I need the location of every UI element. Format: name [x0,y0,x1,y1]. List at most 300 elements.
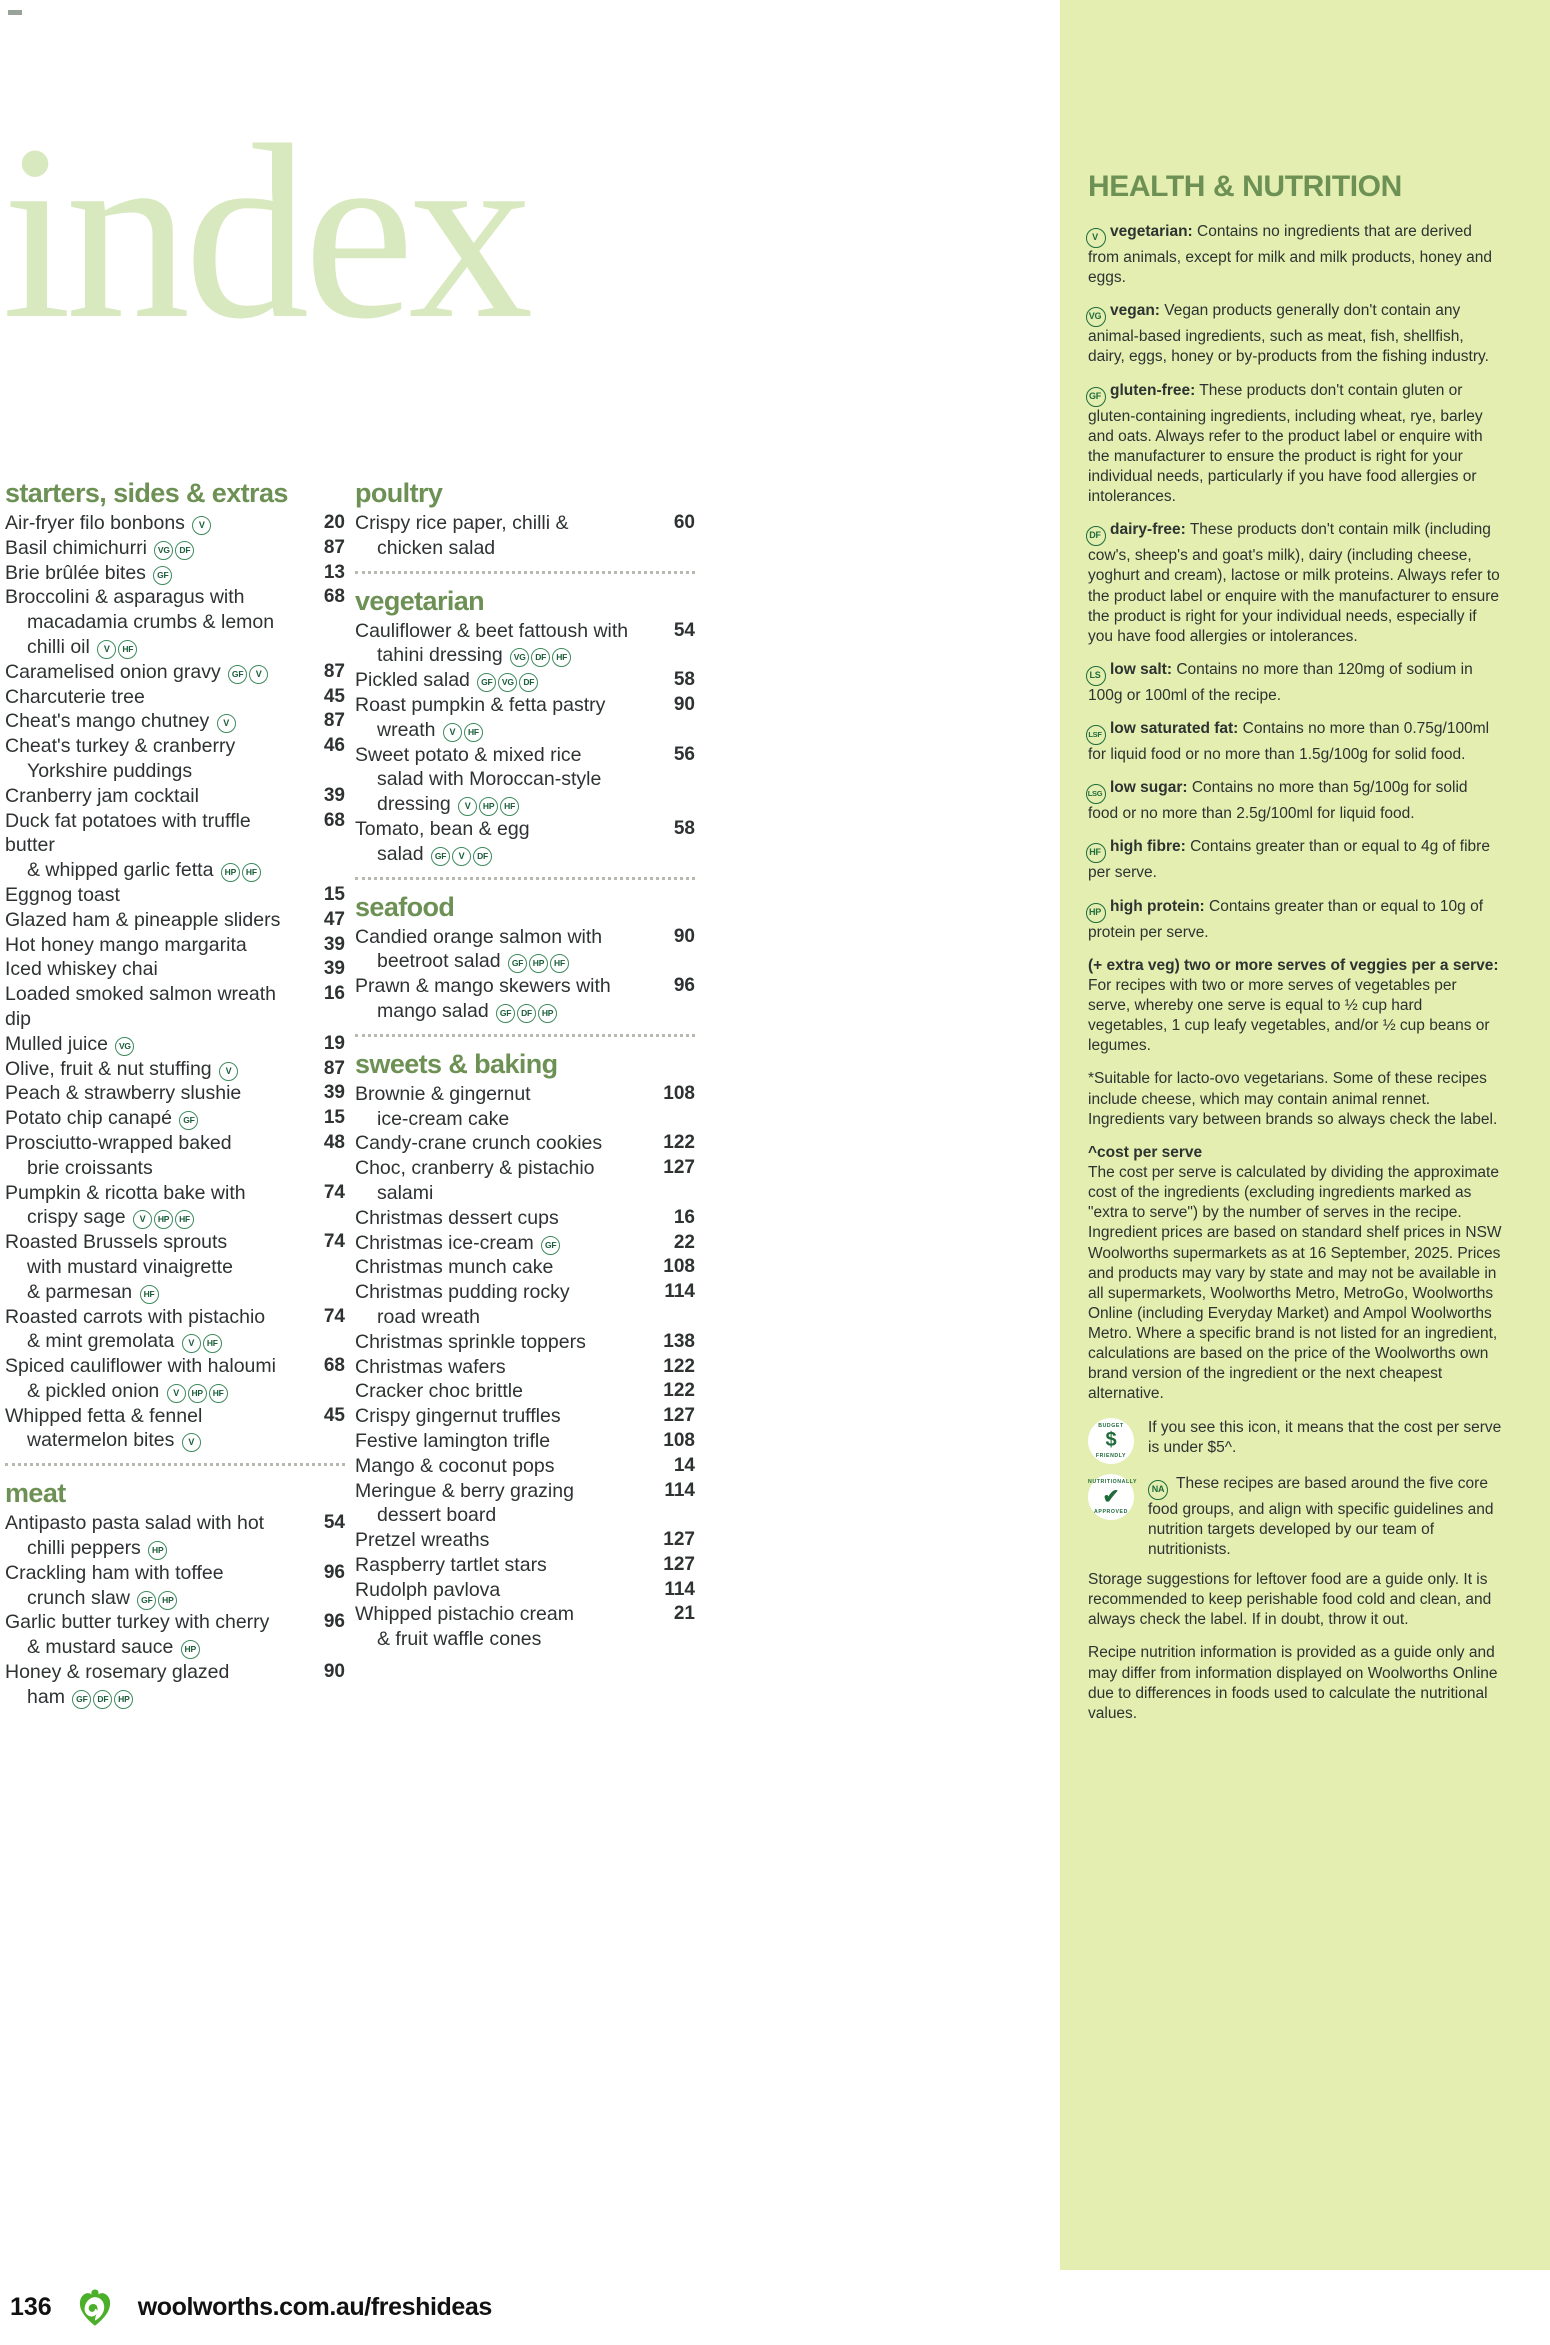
entry-page-number: 68 [323,1355,345,1377]
index-entry[interactable] [5,1305,345,1355]
entry-page-number: 45 [323,1404,345,1426]
entry-name [355,1429,661,1454]
index-entry[interactable] [5,685,345,710]
entry-page-number: 96 [323,1561,345,1583]
entry-page-number: 13 [323,561,345,583]
index-entry[interactable] [355,1528,695,1553]
entry-line: salami [377,1181,434,1204]
vg-badge-icon: VG [1086,307,1106,327]
entry-line: Crackling ham with toffee [5,1561,224,1584]
v-badge-icon: V [219,1062,238,1081]
index-entry[interactable] [355,1206,695,1231]
entry-name [5,1610,311,1660]
entry-name [5,1354,311,1404]
entry-name [355,1280,661,1330]
definition-text: Contains no more than 0.75g/100ml for liquid food or no more than 1.5g/100g for solid food. [1088,720,1490,764]
index-entry[interactable] [5,982,345,1032]
corner-mark [8,10,22,15]
entry-line: Brownie & gingernut [355,1082,531,1105]
hf-badge-icon: HF [500,797,519,816]
entry-line: Cauliflower & beet fattoush with [355,619,629,642]
entry-name [5,1511,311,1561]
entry-line: crispy sage V HP HF [5,1205,303,1230]
index-entry[interactable] [355,1602,695,1652]
entry-name [355,1553,661,1578]
entry-line: & whipped garlic fetta HP HF [5,858,303,883]
index-entry[interactable] [5,734,345,784]
index-entry[interactable] [5,809,345,883]
entry-page-number: 87 [323,536,345,558]
entry-name [355,1602,661,1652]
vg-badge-icon: VG [510,648,529,667]
definition-term: low sugar: [1110,779,1188,797]
entry-name [5,1057,311,1082]
cost-per-serve-note [1088,1143,1502,1405]
entry-line: & parmesan HF [5,1280,303,1305]
entry-line: Caramelised onion gravy GF V [5,661,268,683]
entry-line: chilli peppers HP [5,1536,303,1561]
section-divider [355,877,695,880]
gf-badge-icon: GF [508,954,527,973]
nutrition-definition [1088,719,1502,765]
index-entry[interactable] [355,1082,695,1132]
entry-name [355,668,661,693]
v-badge-icon: V [452,847,471,866]
na-badge-icon: NA [1148,1480,1168,1500]
hf-badge-icon: HF [175,1210,194,1229]
df-badge-icon: DF [531,648,550,667]
df-badge-icon: DF [473,847,492,866]
entry-page-number: 122 [663,1355,695,1377]
entry-name [5,1660,311,1710]
section-divider [5,1463,345,1466]
index-entry[interactable] [355,1553,695,1578]
index-entry[interactable] [355,1280,695,1330]
index-entry[interactable] [355,619,695,669]
index-entry[interactable] [355,1131,695,1156]
entry-page-number: 127 [663,1157,695,1179]
index-entry[interactable] [5,1561,345,1611]
entry-name [355,1156,661,1206]
index-entry[interactable] [355,1479,695,1529]
entry-line: Christmas munch cake [355,1256,554,1279]
hp-badge-icon: HP [529,954,548,973]
index-entry[interactable] [5,585,345,659]
index-entry[interactable] [5,709,345,734]
index-entry[interactable] [5,784,345,809]
entry-page-number: 48 [323,1131,345,1153]
entry-line: Eggnog toast [5,883,120,906]
entry-line: Candied orange salmon with [355,925,603,948]
v-badge-icon: V [249,665,268,684]
nutrition-definition [1088,381,1502,508]
budget-arc-top: BUDGET [1098,1422,1124,1429]
entry-line: Mulled juice VG [5,1033,134,1055]
entry-line: ham GF DF HP [5,1685,303,1710]
index-entry[interactable] [5,883,345,908]
df-badge-icon: DF [93,1690,112,1709]
index-entry[interactable] [355,1404,695,1429]
index-entry[interactable] [5,1081,345,1106]
check-icon: ✔ [1102,1486,1120,1509]
entry-page-number: 114 [664,1578,695,1600]
hf-badge-icon: HF [140,1285,159,1304]
definition-text: These products don't contain milk (including cow's, sheep's and goat's milk), dairy (including cheese, yoghurt and cream), lactose or milk proteins. Always refer to the product label or enquire with the manufacturer to ensure the product is right for your individual needs, especially if you have food allergies or intolerances. [1088,521,1500,645]
gf-badge-icon: GF [153,566,172,585]
definition-term: vegan: [1110,302,1160,320]
budget-friendly-icon [1088,1418,1134,1464]
entry-line: Tomato, bean & egg [355,817,530,840]
section-divider [355,1034,695,1037]
definition-text: Vegan products generally don't contain any animal-based ingredients, such as meat, fish, shellfish, dairy, eggs, honey or by-products from the fishing industry. [1088,302,1489,366]
entry-name [5,933,311,958]
cost-per-serve-heading: ^cost per serve [1088,1143,1203,1161]
entry-line: wreath V HF [355,718,653,743]
entry-line: Roast pumpkin & fetta pastry [355,693,606,716]
entry-page-number: 114 [664,1281,695,1303]
entry-name [355,1479,661,1529]
entry-page-number: 127 [663,1529,695,1551]
footer [0,2270,1060,2345]
entry-page-number: 39 [323,933,345,955]
entry-line: Cranberry jam cocktail [5,784,199,807]
entry-page-number: 45 [323,685,345,707]
nutrition-definitions [1088,222,1502,943]
v-badge-icon: V [133,1210,152,1229]
entry-line: Yorkshire puddings [27,759,193,782]
index-entry[interactable] [5,1106,345,1131]
hp-badge-icon: HP [148,1541,167,1560]
entry-name [355,511,661,561]
hf-badge-icon: HF [552,648,571,667]
entry-name [5,685,311,710]
entry-line: Rudolph pavlova [355,1578,501,1601]
entry-line: Air-fryer filo bonbons V [5,512,211,534]
gf-badge-icon: GF [1086,387,1106,407]
entry-line: with mustard vinaigrette [27,1255,233,1278]
entry-name [355,925,661,975]
index-entry[interactable] [355,1330,695,1355]
entry-page-number: 20 [323,512,345,533]
entry-page-number: 39 [323,958,345,980]
entry-line: tahini dressing VG DF HF [355,643,653,668]
hp-badge-icon: HP [158,1591,177,1610]
entry-name [355,1206,661,1231]
lsg-badge-icon: LSG [1086,784,1106,804]
nutrition-panel-title: HEALTH & NUTRITION [1088,170,1402,203]
entry-line: Christmas wafers [355,1355,506,1378]
vg-badge-icon: VG [498,673,517,692]
entry-page-number: 54 [673,619,695,641]
entry-line: chilli oil V HF [5,635,303,660]
budget-arc-bottom: FRIENDLY [1095,1452,1127,1459]
entry-name [5,1081,311,1106]
entry-page-number: 122 [663,1380,695,1402]
entry-line: Choc, cranberry & pistachio [355,1157,595,1180]
entry-page-number: 87 [323,660,345,682]
entry-page-number: 127 [663,1553,695,1575]
entry-page-number: 90 [673,693,695,715]
entry-name [5,1131,311,1181]
entry-name [355,1454,661,1479]
entry-line: crunch slaw GF HP [5,1586,303,1611]
nutrition-definition [1088,301,1502,367]
entry-line: Crispy gingernut truffles [355,1405,561,1428]
entry-line: Christmas pudding rocky [355,1281,570,1304]
index-entry[interactable] [5,511,345,536]
definition-term: dairy-free: [1110,521,1186,539]
v-badge-icon: V [97,640,116,659]
extra-veg-heading: (+ extra veg) two or more serves of veggies per a serve: [1088,956,1499,974]
definition-term: high protein: [1110,897,1205,915]
index-entry[interactable] [5,1511,345,1561]
index-entry[interactable] [355,1454,695,1479]
hf-badge-icon: HF [203,1334,222,1353]
entry-name [5,1230,311,1304]
entry-page-number: 16 [323,983,345,1005]
entry-line: & mustard sauce HP [5,1635,303,1660]
index-entry[interactable] [5,1131,345,1181]
entry-name [355,1131,661,1156]
index-entry[interactable] [355,925,695,975]
index-entry[interactable] [5,1181,345,1231]
index-entry[interactable] [355,817,695,867]
entry-page-number: 58 [673,817,695,839]
index-entry[interactable] [355,743,695,817]
index-column-1 [5,478,345,1710]
index-entry[interactable] [5,660,345,685]
entry-page-number: 19 [323,1032,345,1054]
definition-term: vegetarian: [1110,223,1193,240]
entry-page-number: 96 [323,1611,345,1633]
gf-badge-icon: GF [541,1236,560,1255]
nutrition-definition [1088,222,1502,288]
index-entry[interactable] [5,1610,345,1660]
entry-page-number: 47 [323,908,345,930]
entry-line: Christmas ice-cream GF [355,1232,560,1254]
entry-line: Olive, fruit & nut stuffing V [5,1058,238,1080]
gf-badge-icon: GF [72,1690,91,1709]
entry-line: Spiced cauliflower with haloumi [5,1355,276,1378]
entry-name [355,1404,661,1429]
entry-line: Festive lamington trifle [355,1429,551,1452]
entry-page-number: 15 [323,1107,345,1129]
index-entry[interactable] [355,693,695,743]
entry-line: Crispy rice paper, chilli & [355,512,569,534]
index-entry[interactable] [355,668,695,693]
entry-line: Whipped fetta & fennel [5,1404,203,1427]
entry-name [5,709,311,734]
entry-line: ice-cream cake [377,1107,510,1130]
index-entry[interactable] [355,1156,695,1206]
index-entry[interactable] [355,511,695,561]
entry-name [355,817,661,867]
ls-badge-icon: LS [1086,666,1106,686]
entry-line: Cheat's turkey & cranberry [5,735,236,758]
entry-name [5,561,311,586]
entry-page-number: 138 [663,1330,695,1352]
index-entry[interactable] [5,908,345,933]
entry-page-number: 108 [663,1429,695,1451]
index-entry[interactable] [5,1660,345,1710]
entry-line: Charcuterie tree [5,685,145,708]
dollar-icon: $ [1105,1429,1117,1452]
definition-term: low salt: [1110,660,1173,678]
index-entry[interactable] [355,1231,695,1256]
lsf-badge-icon: LSF [1086,725,1106,745]
entry-page-number: 39 [323,784,345,806]
extra-veg-note [1088,956,1502,1057]
entry-name [5,1181,311,1231]
hp-badge-icon: HP [221,863,240,882]
entry-page-number: 90 [673,925,695,947]
index-entry[interactable] [355,1429,695,1454]
entry-page-number: 127 [663,1405,695,1427]
entry-name [5,536,311,561]
entry-name [5,784,311,809]
index-entry[interactable] [5,1404,345,1454]
index-entry[interactable] [355,1578,695,1603]
page-title: index [2,94,528,371]
entry-line: Candy-crane crunch cookies [355,1132,603,1155]
entry-line: Cheat's mango chutney V [5,710,236,732]
entry-line: Hot honey mango margarita [5,933,247,956]
entry-page-number: 87 [323,1057,345,1079]
index-entry[interactable] [5,536,345,561]
entry-line: Whipped pistachio cream [355,1603,574,1626]
index-entry[interactable] [5,1354,345,1404]
entry-line: Mango & coconut pops [355,1454,555,1477]
entry-line: macadamia crumbs & lemon [27,611,275,634]
budget-friendly-text: If you see this icon, it means that the cost per serve is under $5^. [1148,1418,1502,1456]
entry-line: Pretzel wreaths [355,1529,490,1552]
entry-line: Pumpkin & ricotta bake with [5,1181,246,1204]
entry-line: Raspberry tartlet stars [355,1553,547,1576]
entry-line: Potato chip canapé GF [5,1107,198,1129]
hf-badge-icon: HF [464,723,483,742]
v-badge-icon: V [458,797,477,816]
gf-badge-icon: GF [431,847,450,866]
entry-name [5,1032,311,1057]
entry-line: Prosciutto-wrapped baked [5,1131,232,1154]
entry-name [5,660,311,685]
entry-page-number: 108 [663,1082,695,1104]
entry-page-number: 54 [323,1512,345,1534]
entry-page-number: 108 [663,1256,695,1278]
index-entry[interactable] [355,1255,695,1280]
index-entry[interactable] [5,957,345,982]
entry-line: Prawn & mango skewers with [355,975,611,998]
woolworths-apple-logo [74,2287,116,2329]
entry-page-number: 39 [323,1082,345,1104]
gf-badge-icon: GF [137,1591,156,1610]
entry-page-number: 46 [323,735,345,757]
entry-name [355,1231,661,1256]
entry-line: beetroot salad GF HP HF [355,949,653,974]
entry-page-number: 90 [323,1661,345,1683]
index-entry[interactable] [355,1379,695,1404]
index-entry[interactable] [5,1032,345,1057]
storage-note: Storage suggestions for leftover food are a guide only. It is recommended to keep perishable food cold and clean, and always check the label. If in doubt, throw it out. [1088,1571,1492,1629]
hp-badge-icon: HP [181,1640,200,1659]
entry-line: Duck fat potatoes with truffle butter [5,809,251,857]
nutritionally-approved-row [1088,1474,1502,1560]
v-badge-icon: V [443,723,462,742]
definition-text: Contains no more than 120mg of sodium in 100g or 100ml of the recipe. [1088,660,1473,704]
df-badge-icon: DF [175,541,194,560]
entry-name [5,982,311,1032]
gf-badge-icon: GF [477,673,496,692]
entry-line: salad with Moroccan-style [377,768,602,791]
definition-text: These products don't contain gluten or gluten-containing ingredients, including wheat, rye, barley and oats. Always refer to the product label or enquire with the manufacturer to ensure the product is right for your individual needs, particularly if you have food allergies or intolerances. [1088,381,1483,506]
entry-page-number: 74 [323,1231,345,1253]
vg-badge-icon: VG [115,1037,134,1056]
entry-name [5,1404,311,1454]
entry-line: mango salad GF DF HP [355,999,653,1024]
index-entry[interactable] [5,1057,345,1082]
nutrition-definition [1088,660,1502,706]
nutrition-definition [1088,520,1502,647]
page-number: 136 [10,2293,52,2321]
df-badge-icon: DF [519,673,538,692]
section-heading: vegetarian [355,585,485,616]
definition-text: Contains greater than or equal to 10g of protein per serve. [1088,897,1484,941]
hf-badge-icon: HF [209,1384,228,1403]
entry-line: Iced whiskey chai [5,958,158,981]
index-entry[interactable] [5,561,345,586]
entry-page-number: 87 [323,710,345,732]
definition-text: Contains no more than 5g/100g for solid food or no more than 2.5g/100ml for liquid food. [1088,779,1468,823]
df-badge-icon: DF [1086,526,1106,546]
entry-name [355,1528,661,1553]
index-entry[interactable] [5,1230,345,1304]
hf-badge-icon: HF [550,954,569,973]
entry-line: & fruit waffle cones [377,1628,542,1651]
index-column-2 [355,478,695,1652]
nutrition-definition [1088,778,1502,824]
index-entry[interactable] [5,933,345,958]
hp-badge-icon: HP [1086,903,1106,923]
index-entry[interactable] [355,974,695,1024]
definition-text: Contains no ingredients that are derived from animals, except for milk and milk products, honey and eggs. [1088,223,1493,287]
entry-line: chicken salad [377,536,496,559]
entry-line: Brie brûlée bites GF [5,562,172,584]
index-entry[interactable] [355,1355,695,1380]
entry-page-number: 14 [673,1454,695,1476]
entry-name [5,883,311,908]
entry-page-number: 21 [673,1603,695,1625]
recipe-nutrition-note: Recipe nutrition information is provided as a guide only and may differ from information displayed on Woolworths Online due to differences in foods used to calculate the nutritional values. [1088,1644,1498,1722]
entry-line: salad GF V DF [355,842,653,867]
hp-badge-icon: HP [479,797,498,816]
extra-veg-body: For recipes with two or more serves of vegetables per serve, whereby one serve is equal to ½ cup hard vegetables, 1 cup leafy vegetables, and/or ½ cup beans or legumes. [1088,976,1490,1055]
entry-line: Christmas sprinkle toppers [355,1330,586,1353]
hp-badge-icon: HP [114,1690,133,1709]
entry-name [355,1379,661,1404]
entry-line: Christmas dessert cups [355,1206,559,1229]
entry-page-number: 68 [323,809,345,831]
definition-term: high fibre: [1110,838,1186,856]
entry-name [355,693,661,743]
v-badge-icon: V [217,714,236,733]
nutritionally-approved-icon [1088,1474,1138,1520]
section-heading: sweets & baking [355,1048,558,1079]
entry-page-number: 16 [673,1206,695,1228]
nutri-arc-bottom: APPROVED [1094,1508,1128,1515]
entry-name [5,1561,311,1611]
entry-page-number: 60 [673,512,695,533]
entry-line: & pickled onion V HP HF [5,1379,303,1404]
